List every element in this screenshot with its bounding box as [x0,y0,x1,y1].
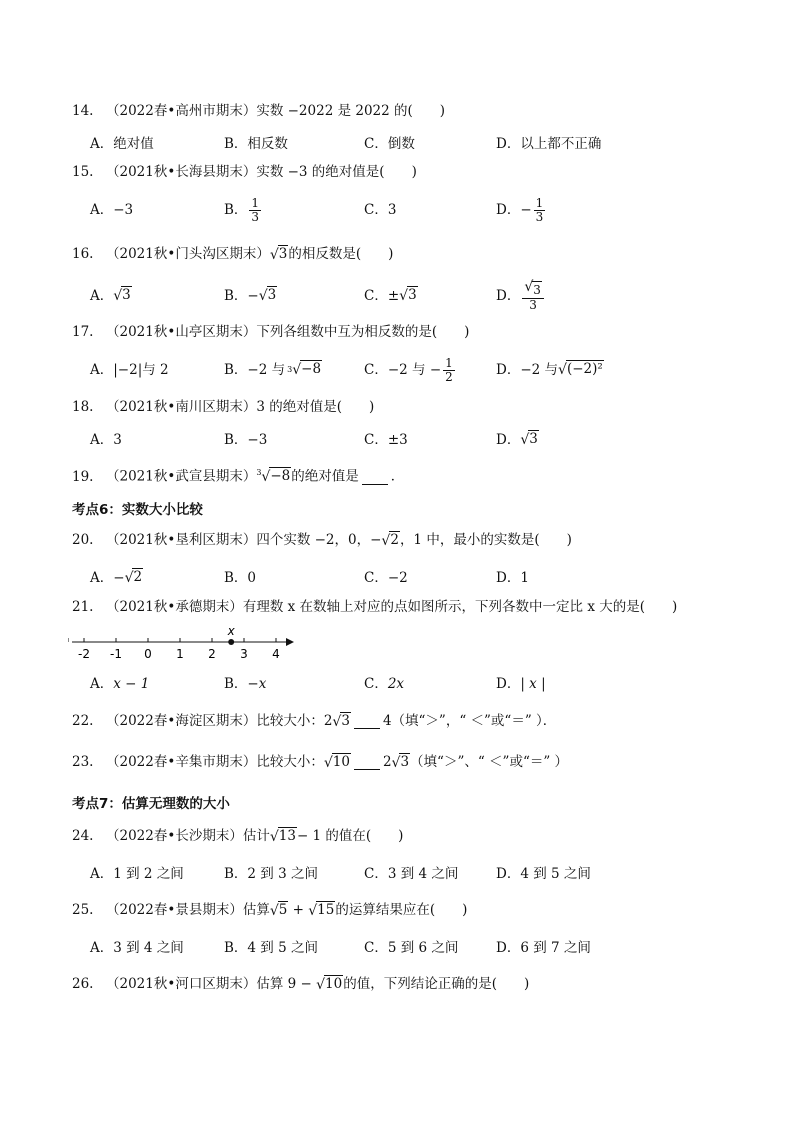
option-c[interactable]: C．±3 [364,432,408,448]
option-d[interactable]: D． − $\frac{1}{3}$ [496,195,544,224]
tick-label: -2 [78,647,90,661]
option-b[interactable]: B．0 [224,570,257,586]
answer-blank[interactable] [354,755,380,770]
question-number: 18. [72,399,94,415]
point-x [228,639,234,645]
options-14 [90,130,770,158]
option-d[interactable]: D． √ 3 3 [496,282,546,310]
option-d[interactable]: D． −2 与 √ (−2)² [496,361,603,378]
options-21 [90,670,770,698]
number-line-figure [68,622,298,662]
option-c[interactable]: C．3 到 4 之间 [364,866,459,882]
tick-group [68,638,280,661]
option-d[interactable]: D．1 [496,570,529,586]
question-number: 26. [72,976,94,992]
question-number: 15. [72,164,94,180]
tick-label: 4 [272,647,280,661]
tick-label: -1 [110,647,122,661]
option-c[interactable]: C． 2x [364,676,405,692]
arrow-head-icon [286,638,294,646]
fraction: $\frac{1}{3}$ [251,195,260,224]
option-a[interactable]: A． |−2|与 2 [90,362,169,378]
option-b[interactable]: B．−3 [224,432,268,448]
options-20 [90,564,770,592]
tick-label: 0 [144,647,152,661]
question-number: 19. [72,468,94,485]
option-b[interactable]: B． −x [224,676,267,692]
fraction: √ 3 3 [522,281,544,312]
option-c[interactable]: C．倒数 [364,136,415,152]
question-number: 21. [72,599,94,615]
question-stem: 实数 −3 的绝对值是( ) [256,164,417,180]
answer-blank[interactable] [354,714,380,729]
option-d[interactable]: D．4 到 5 之间 [496,866,591,882]
option-a[interactable]: A．绝对值 [90,136,154,152]
option-b[interactable]: B．2 到 3 之间 [224,866,318,882]
question-24: 24. （2022春•长沙期末）估计 √ 13 − 1 的值在( ) [72,827,404,845]
question-26: 26. （2021秋•河口区期末）估算 9 − √ 10 的值，下列结论正确的是( ) [72,975,530,993]
fraction: $\frac{1}{2}$ [445,355,453,384]
question-stem: 的绝对值是 [291,468,359,485]
question-source: （2022春•景县期末） [106,902,243,918]
option-d[interactable]: D． √ 3 [496,431,538,448]
tick-label: 1 [176,647,184,661]
question-source: （2022春•高州市期末） [106,103,257,119]
question-stem: 下列各组数中互为相反数的是( ) [256,324,470,340]
question-number: 16. [72,246,94,262]
options-24 [90,860,770,888]
question-16 [72,244,393,265]
options-18 [90,426,770,454]
question-stem: 实数 −2022 是 2022 的( ) [256,103,446,119]
option-b[interactable]: B．相反数 [224,136,288,152]
question-19: 19. （2021秋•武宣县期末）$^3$ √ −8 的绝对值是 ． [72,468,405,485]
options-17 [90,356,770,384]
option-c[interactable]: C．5 到 6 之间 [364,940,459,956]
question-number: 17. [72,324,94,340]
sqrt-expression: √ 3 [269,245,288,263]
option-d[interactable]: D． | x | [496,676,546,692]
options-16 [90,278,770,312]
question-stem: 有理数 x 在数轴上对应的点如图所示，下列各数中一定比 x 大的是( ) [242,599,678,615]
section-heading-6: 考点6：实数大小比较 [72,502,203,518]
option-a[interactable]: A． x − 1 [90,676,150,692]
question-number: 20. [72,532,94,548]
question-source: （2022春•海淀区期末） [106,713,257,729]
question-22: 22. （2022春•海淀区期末）比较大小：2 √ 3 4（填“＞”，“ ＜”或“＝” ）． [72,712,557,730]
option-a[interactable]: A．3 [90,432,122,448]
question-number: 14. [72,103,94,119]
question-23: 23. （2022春•辛集市期末）比较大小： √ 10 2 √ 3 （填“＞”、“ ＜”或“＝” ） [72,753,569,771]
cube-root-expression: √ −8 [261,468,291,485]
option-a[interactable]: A．− √ 2 [90,569,143,586]
question-20: 20. （2021秋•垦利区期末）四个实数 −2，0，− √ 2 ，1 中，最小的实数是( ) [72,531,572,549]
fraction: $\frac{1}{3}$ [535,195,544,224]
option-b[interactable]: B．4 到 5 之间 [224,940,318,956]
option-b[interactable]: B． − √ 3 [224,287,277,304]
option-b[interactable]: B． −2 与 3 √ −8 [224,361,322,378]
question-number: 23. [72,754,94,770]
option-a[interactable]: A．1 到 2 之间 [90,866,184,882]
question-stem: 的相反数是( ) [288,246,394,262]
question-source: （2021秋•南川区期末） [106,399,257,415]
question-source: （2021秋•武宣县期末） [106,468,257,485]
question-source: （2021秋•门头沟区期末） [106,246,270,262]
question-25: 25. （2022春•景县期末）估算 √ 5 + √ 15 的运算结果应在( ) [72,901,468,919]
option-a[interactable]: A． −3 [90,202,134,218]
question-source: （2022春•辛集市期末） [106,754,257,770]
question-stem: 3 的绝对值是( ) [256,399,375,415]
question-number: 25. [72,902,94,918]
question-source: （2021秋•垦利区期末） [106,532,257,548]
question-17 [72,322,469,342]
option-c[interactable]: C．−2 [364,570,408,586]
answer-blank[interactable] [362,470,388,485]
question-15 [72,162,417,182]
option-a[interactable]: A． √ 3 [90,287,131,304]
tick-label: 3 [240,647,248,661]
question-source: （2021秋•河口区期末） [106,976,257,992]
option-c[interactable]: C． ± √ 3 [364,287,417,304]
options-15 [90,196,770,224]
option-c[interactable]: C． −2 与 − $\frac{1}{2}$ [364,355,453,384]
option-d[interactable]: D．以上都不正确 [496,136,602,152]
question-source: （2021秋•承德期末） [106,599,243,615]
question-18 [72,397,374,417]
point-label: x [227,624,235,638]
tick-label: 2 [208,647,216,661]
question-number: 24. [72,828,94,844]
question-source: （2022春•长沙期末） [106,828,243,844]
options-25 [90,934,770,962]
question-source: （2021秋•山亭区期末） [106,324,257,340]
option-d[interactable]: D．6 到 7 之间 [496,940,591,956]
section-heading-7: 考点7：估算无理数的大小 [72,796,230,812]
option-b[interactable]: B． $\frac{1}{3}$ [224,195,260,224]
question-source: （2021秋•长海县期末） [106,164,257,180]
option-a[interactable]: A．3 到 4 之间 [90,940,184,956]
question-14 [72,101,445,121]
question-number: 22. [72,713,94,729]
option-c[interactable]: C． 3 [364,202,397,218]
question-21 [72,597,677,617]
